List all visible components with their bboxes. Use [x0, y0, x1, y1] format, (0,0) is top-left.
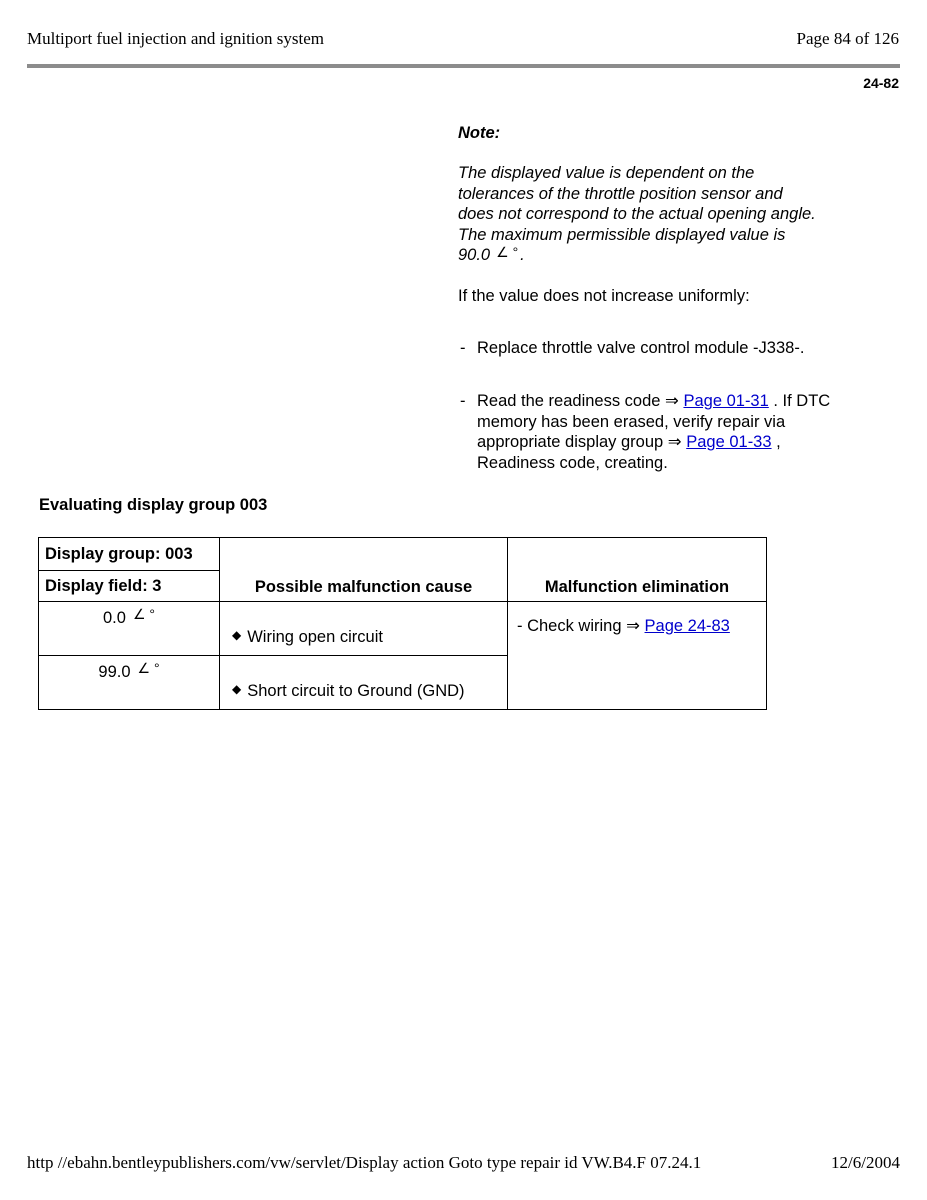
display-value: 0.0 [103, 609, 126, 627]
note-period: . [520, 246, 525, 265]
page-indicator: Page 84 of 126 [796, 29, 899, 48]
page-footer [27, 1153, 900, 1173]
document-title: Multiport fuel injection and ignition system [27, 29, 324, 48]
dash-marker: - [460, 339, 466, 357]
instruction-text-part: Readiness code, creating. [477, 453, 668, 472]
note-title: Note: [458, 124, 501, 142]
footer-date: 12/6/2004 [831, 1153, 900, 1172]
instruction-text-part: memory has been erased, verify repair via [477, 412, 786, 431]
footer-url: http //ebahn.bentleypublishers.com/vw/servlet/Display action Goto type repair id VW.B4.F 07.24.1 [27, 1153, 702, 1172]
note-line: The maximum permissible displayed value is [458, 225, 786, 244]
note-line: tolerances of the throttle position sensor and [458, 184, 783, 203]
note-block [458, 123, 888, 307]
cause-cell [220, 656, 508, 710]
instruction-item-readiness [460, 391, 880, 473]
elimination-cell [508, 602, 767, 710]
display-group-table [38, 537, 767, 710]
page-code: 24-82 [863, 75, 899, 91]
elimination-text: - Check wiring ⇒ [517, 617, 640, 635]
instruction-text: Replace throttle valve control module -J338-. [477, 339, 805, 357]
angle-degree-symbol: ∠ ° [132, 606, 155, 622]
display-group-label: Display group: 003 [39, 538, 220, 571]
link-page-01-31[interactable]: Page 01-31 [683, 392, 769, 410]
note-line: The displayed value is dependent on the [458, 164, 755, 183]
note-line: does not correspond to the actual opening angle. [458, 205, 816, 224]
link-page-01-33[interactable]: Page 01-33 [686, 433, 772, 451]
section-title: Evaluating display group 003 [39, 496, 268, 514]
diamond-bullet-icon: ◆ [232, 628, 242, 642]
note-text [458, 163, 888, 265]
cause-text: Wiring open circuit [247, 628, 383, 646]
instruction-text [477, 391, 880, 473]
angle-degree-symbol: ∠ ° [137, 660, 160, 676]
table-row [39, 602, 767, 656]
header-divider [27, 64, 900, 68]
instruction-text-part: , [776, 433, 781, 451]
note-max-value-line [458, 245, 888, 265]
link-page-24-83[interactable]: Page 24-83 [644, 617, 730, 635]
display-value-cell [39, 656, 220, 710]
max-value: 90.0 [458, 246, 491, 265]
instruction-text-part: Read the readiness code ⇒ [477, 392, 679, 410]
condition-text: If the value does not increase uniformly: [458, 287, 750, 306]
instruction-text-part: . If DTC [773, 392, 831, 410]
column-header-cause: Possible malfunction cause [220, 538, 508, 602]
display-field-label: Display field: 3 [39, 571, 220, 602]
display-value: 99.0 [98, 663, 131, 681]
dash-marker: - [460, 392, 466, 410]
angle-degree-symbol: ∠ ° [496, 244, 519, 261]
display-value-cell [39, 602, 220, 656]
cause-cell [220, 602, 508, 656]
instruction-text-part: appropriate display group ⇒ [477, 433, 682, 451]
instruction-item-replace [460, 338, 880, 359]
column-header-elimination: Malfunction elimination [508, 538, 767, 602]
diamond-bullet-icon: ◆ [232, 682, 242, 696]
table-header-row [39, 538, 767, 571]
cause-text: Short circuit to Ground (GND) [247, 682, 465, 700]
